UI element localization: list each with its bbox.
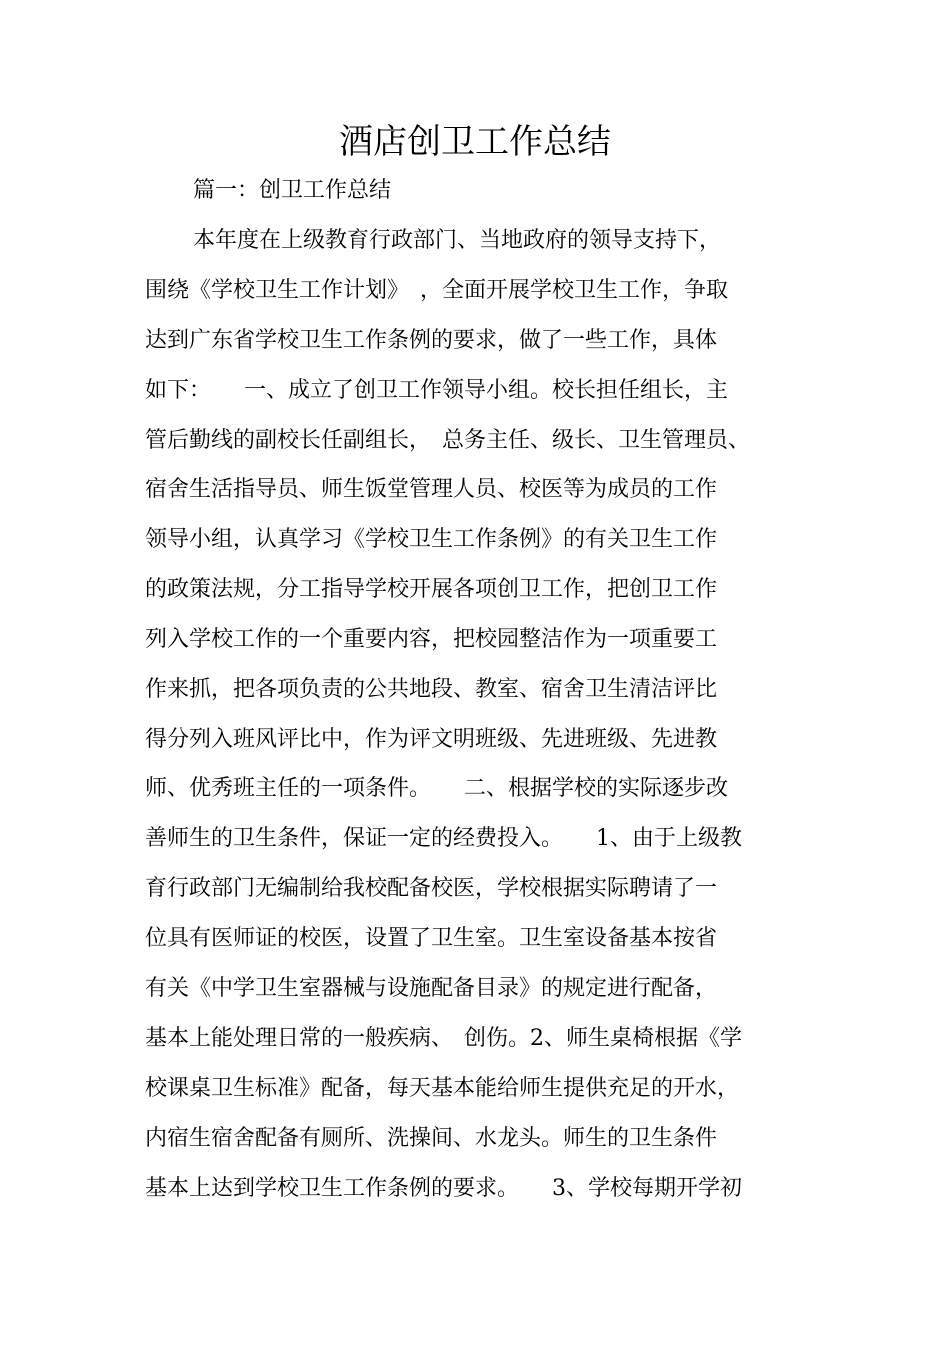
body-line: 作来抓，把各项负责的公共地段、教室、宿舍卫生清洁评比 xyxy=(145,677,718,702)
body-line: 得分列入班风评比中，作为评文明班级、先进班级、先进教 xyxy=(145,727,718,752)
body-line: 列入学校工作的一个重要内容，把校园整洁作为一项重要工 xyxy=(145,627,718,652)
body-line: 领导小组，认真学习《学校卫生工作条例》的有关卫生工作 xyxy=(145,527,718,552)
body-line: 育行政部门无编制给我校配备校医，学校根据实际聘请了一 xyxy=(145,876,718,901)
body-line: 师、优秀班主任的一项条件。 二、根据学校的实际逐步改 xyxy=(145,776,729,801)
document-title: 酒店创卫工作总结 xyxy=(339,122,611,162)
body-line: 宿舍生活指导员、师生饭堂管理人员、校医等为成员的工作 xyxy=(145,477,718,502)
body-line: 如下： 一、成立了创卫工作领导小组。校长担任组长，主 xyxy=(145,378,729,403)
body-line: 位具有医师证的校医，设置了卫生室。卫生室设备基本按省 xyxy=(145,926,718,951)
body-line: 围绕《学校卫生工作计划》 ，全面开展学校卫生工作，争取 xyxy=(145,278,729,303)
body-line: 基本上能处理日常的一般疾病、 创伤。2、师生桌椅根据《学 xyxy=(145,1026,742,1051)
body-line: 善师生的卫生条件，保证一定的经费投入。 1、由于上级教 xyxy=(145,826,742,851)
body-line: 基本上达到学校卫生工作条例的要求。 3、学校每期开学初 xyxy=(145,1176,742,1201)
body-line: 管后勤线的副校长任副组长， 总务主任、级长、卫生管理员、 xyxy=(145,428,751,453)
body-line: 的政策法规，分工指导学校开展各项创卫工作，把创卫工作 xyxy=(145,577,718,602)
body-line: 达到广东省学校卫生工作条例的要求，做了一些工作，具体 xyxy=(145,328,718,353)
document-subtitle: 篇一：创卫工作总结 xyxy=(193,178,392,203)
body-line: 校课桌卫生标准》配备，每天基本能给师生提供充足的开水， xyxy=(145,1076,740,1101)
body-line: 有关《中学卫生室器械与设施配备目录》的规定进行配备， xyxy=(145,976,718,1001)
body-line: 内宿生宿舍配备有厕所、洗操间、水龙头。师生的卫生条件 xyxy=(145,1126,718,1151)
body-line: 本年度在上级教育行政部门、当地政府的领导支持下， xyxy=(193,228,722,253)
